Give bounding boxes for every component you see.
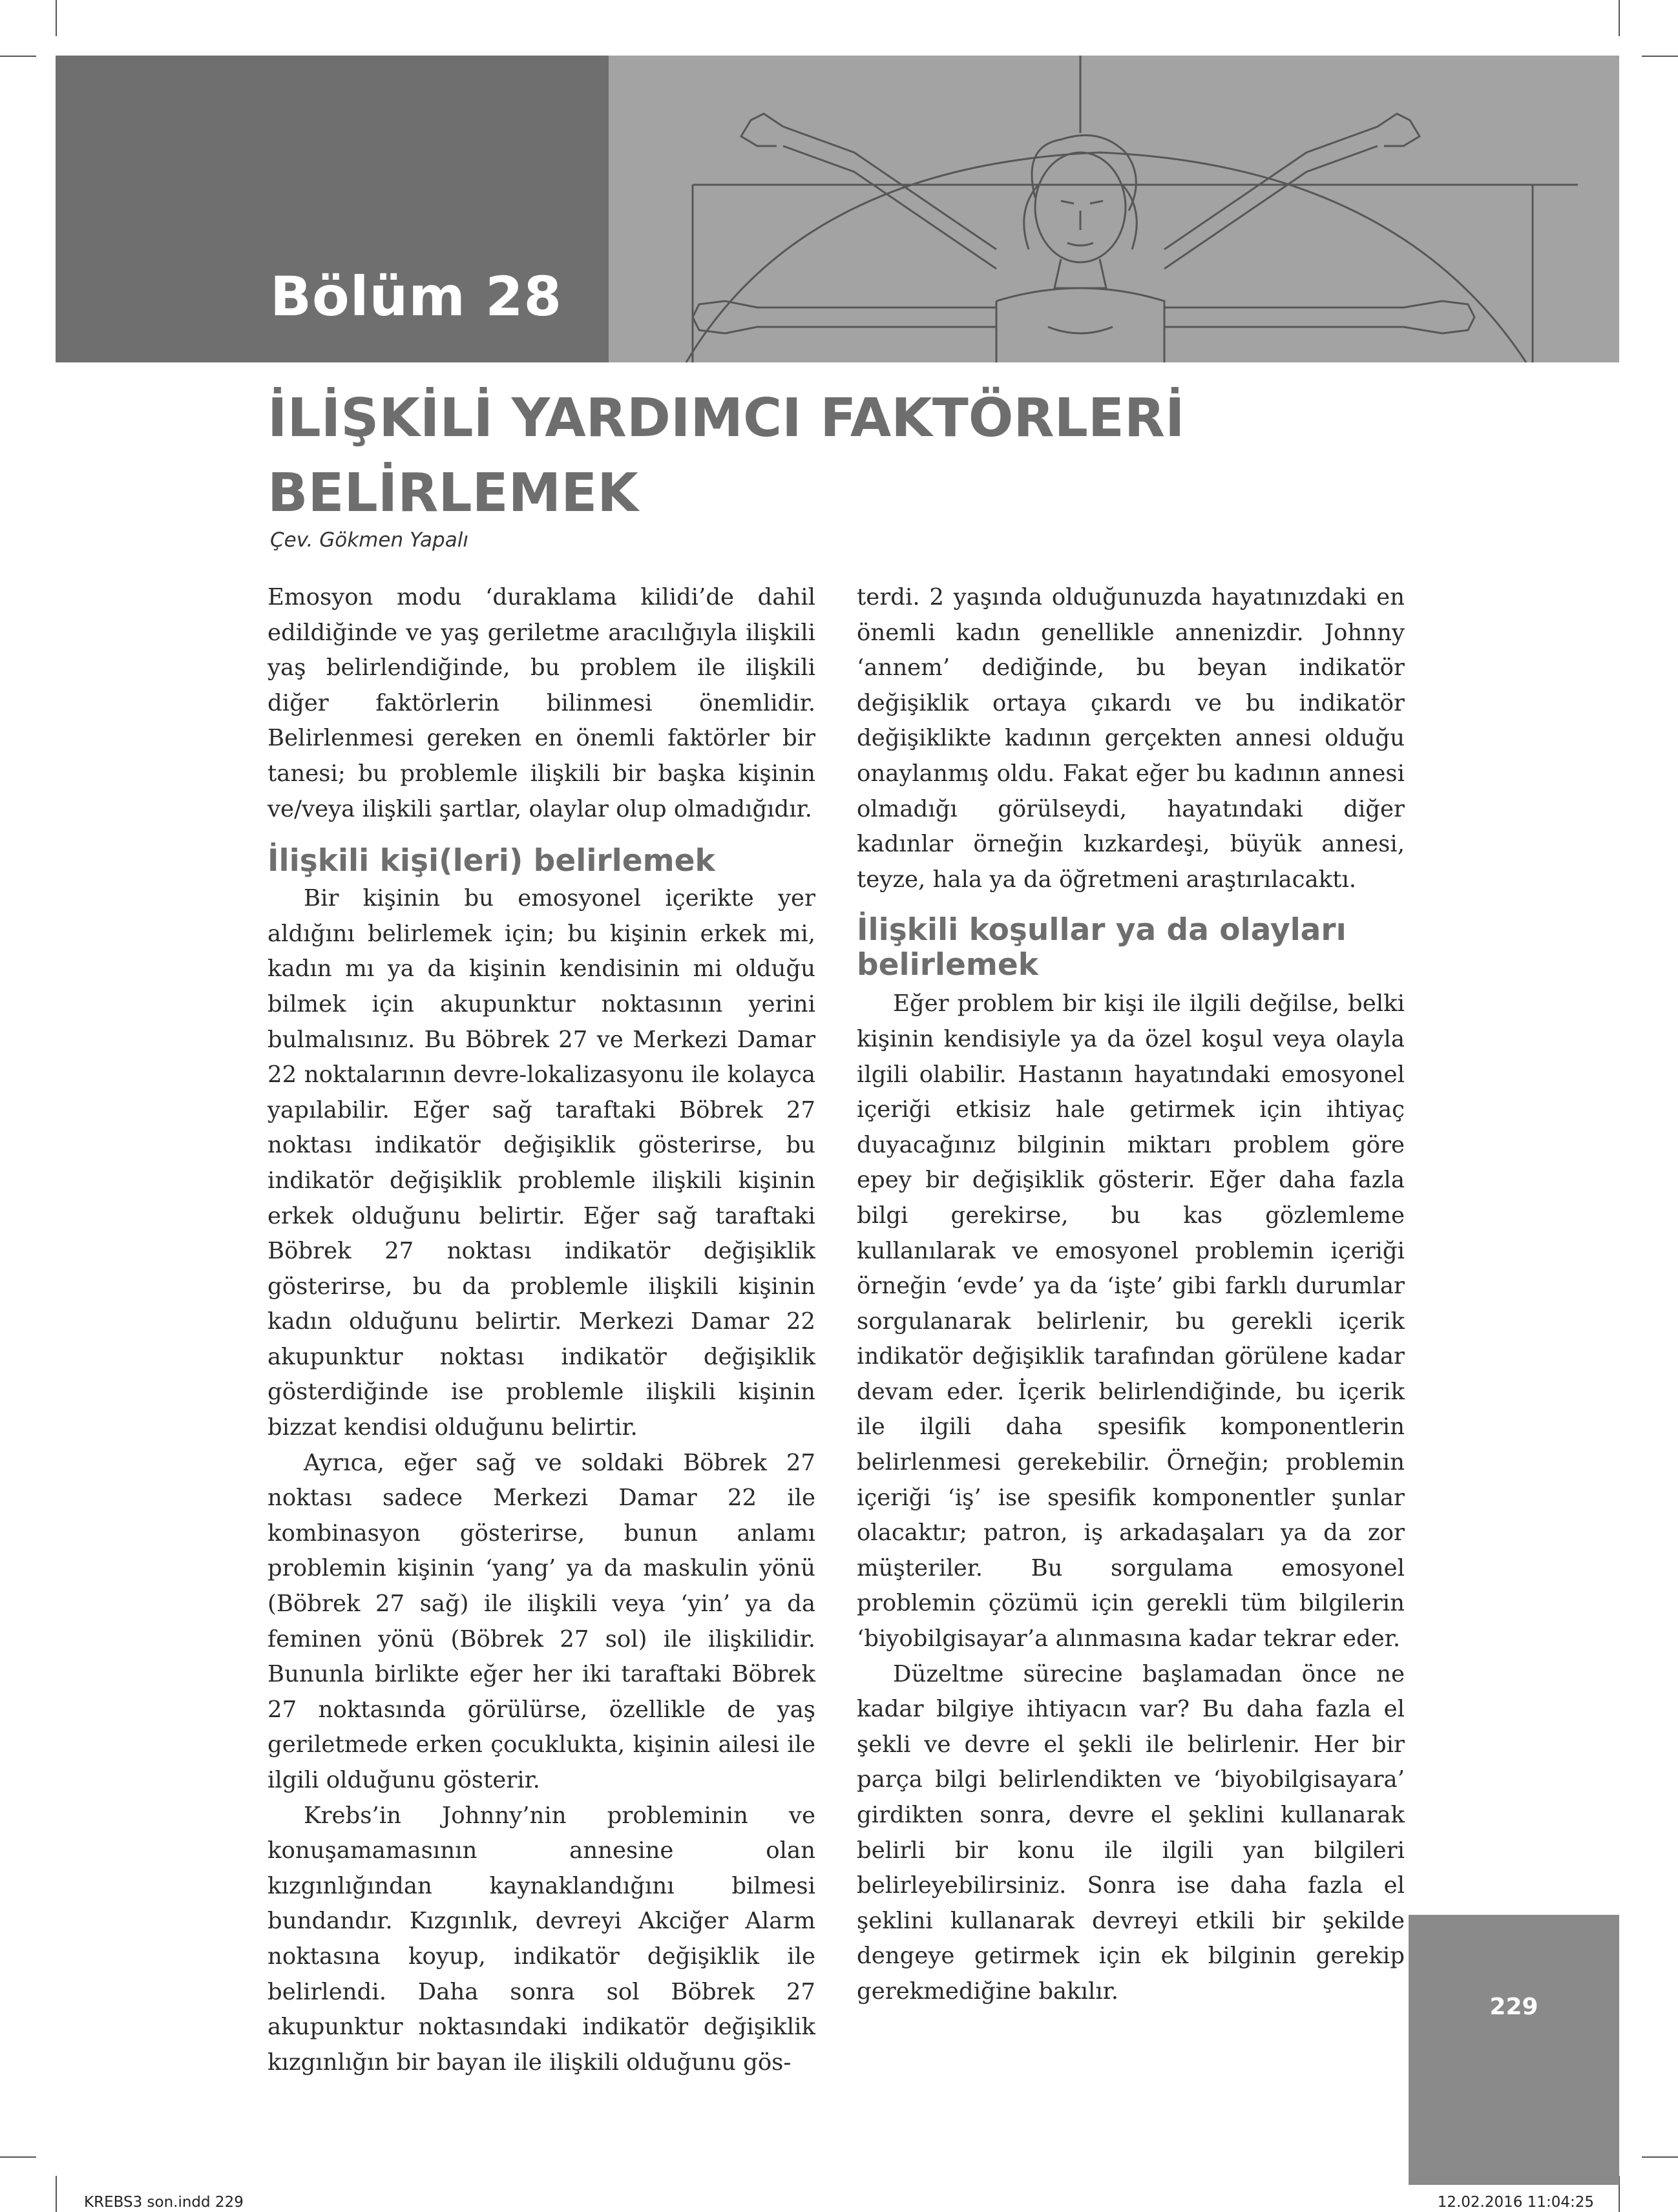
page-number-box <box>1409 1915 1619 2185</box>
body-paragraph: Düzeltme sürecine başlamadan önce ne kadar bilgiye ihtiyacın var? Bu daha fazla el şekli ve devre el şekli ile belirlenir. Her bir parça bilgi belirlendikten ve ‘biyobilgisayara’ girdikten sonra, devre el şeklini kullanarak belirli bir konu ile ilgili yan bilgileri belirleyebilirsiniz. Sonra ise daha fazla el şeklini kullanarak devreyi etkili bir şekilde dengeye getirmek için ek bilginin gerekip gerekmediğine bakılır. <box>857 1660 1405 2005</box>
section-heading-related-persons: İlişkili kişi(leri) belirlemek <box>267 843 715 879</box>
crop-mark <box>0 56 36 57</box>
left-column <box>267 580 815 2080</box>
body-paragraph: Krebs’in Johnny’nin probleminin ve konuşamamasının annesine olan kızgınlığından kaynaklandığını bilmesi bundandır. Kızgınlık, devreyi Akciğer Alarm noktasına koyup, indikatör değişiklik ile belirlendi. Daha sonra sol Böbrek 27 akupunktur noktasındaki indikatör değişiklik kızgınlığın bir bayan ile ilişkili olduğunu gös- <box>267 1802 815 2076</box>
crop-mark <box>56 0 57 36</box>
crop-mark <box>1642 2156 1678 2158</box>
title-line-1: İLİŞKİLİ YARDIMCI FAKTÖRLERİ <box>267 388 1185 449</box>
intro-paragraph: Emosyon modu ‘duraklama kilidi’de dahil edildiğinde ve yaş geriletme aracılığıyla ilişkili yaş belirlendiğinde, bu problem ile ilişkili diğer faktörlerin bilinmesi önemlidir. Belirlenmesi gereken en önemli faktörler bir tanesi; bu problemle ilişkili bir başka kişinin ve/veya ilişkili şartlar, olaylar olup olmadığıdır. <box>267 584 815 822</box>
right-column <box>857 580 1405 2010</box>
body-paragraph: Eğer problem bir kişi ile ilgili değilse, belki kişinin kendisiyle ya da özel koşul veya olayla ilgili olabilir. Hastanın hayatındaki emosyonel içeriği etkisiz hale getirmek için ihtiyaç duyacağınız bilginin miktarı problem göre epey bir değişiklik gösterir. Eğer daha fazla bilgi gerekirse, bu kas gözlemleme kullanılarak ve emosyonel problemin içeriği örneğin ‘evde’ ya da ‘işte’ gibi farklı durumlar sorgulanarak belirlenir, bu gerekli içerik indikatör değişiklik tarafından görülene kadar devam eder. İçerik belirlendiğinde, bu içerik ile ilgili daha spesifik komponentlerin belirlenmesi gerekebilir. Örneğin; problemin içeriği ‘iş’ ise spesifik komponentler şunlar olacaktır; patron, iş arkadaşaları ya da zor müşteriler. Bu sorgulama emosyonel problemin çözümü için gerekli tüm bilgilerin ‘biyobilgisayar’a alınmasına kadar tekrar eder. <box>857 990 1405 1653</box>
crop-mark <box>1642 56 1678 57</box>
vitruvian-man-illustration <box>609 56 1619 362</box>
timestamp-slug: 12.02.2016 11:04:25 <box>1437 2194 1594 2211</box>
translator-credit: Çev. Gökmen Yapalı <box>270 528 468 552</box>
section-heading-related-conditions: İlişkili koşullar ya da olayları belirlemek <box>857 912 1347 983</box>
title-line-2: BELİRLEMEK <box>267 463 638 524</box>
page-title <box>267 381 1560 531</box>
body-paragraph: Bir kişinin bu emosyonel içerikte yer aldığını belirlemek için; bu kişinin erkek mi, kadın mı ya da kişinin kendisinin mi olduğu bilmek için akupunktur noktasının yerini bulmalısınız. Bu Böbrek 27 ve Merkezi Damar 22 noktalarının devre-lokalizasyonu ile kolayca yapılabilir. Eğer sağ taraftaki Böbrek 27 noktası indikatör değişiklik gösterirse, bu indikatör değişiklik problemle ilişkili kişinin erkek olduğunu belirtir. Eğer sağ taraftaki Böbrek 27 noktası indikatör değişiklik gösterirse, bu da problemle ilişkili kişinin kadın olduğunu belirtir. Merkezi Damar 22 akupunktur noktası indikatör değişiklik gösterdiğinde ise problemle ilişkili kişinin bizzat kendisi olduğunu belirtir. <box>267 885 815 1441</box>
crop-mark <box>56 2176 57 2212</box>
crop-mark <box>1619 0 1620 36</box>
body-paragraph: terdi. 2 yaşında olduğunuzda hayatınızdaki en önemli kadın genellikle annenizdir. Johnny ‘annem’ dediğinde, bu beyan indikatör değişiklik ortaya çıkardı ve bu indikatör değişiklikte kadının gerçekten annesi olduğu onaylanmış oldu. Fakat eğer bu kadının annesi olmadığı görülseydi, hayatındaki diğer kadınlar örneğin kızkardeşi, büyük annesi, teyze, hala ya da öğretmeni araştırılacaktı. <box>857 584 1405 893</box>
page-number: 229 <box>1489 1994 1538 2020</box>
vitruvian-man-drawing <box>609 56 1619 362</box>
crop-mark <box>0 2156 36 2158</box>
chapter-label: Bölüm 28 <box>270 265 562 328</box>
file-slug: KREBS3 son.indd 229 <box>84 2194 244 2211</box>
body-paragraph: Ayrıca, eğer sağ ve soldaki Böbrek 27 noktası sadece Merkezi Damar 22 ile kombinasyon gösterirse, bunun anlamı problemin kişinin ‘yang’ ya da maskulin yönü (Böbrek 27 sağ) ile ilişkili veya ‘yin’ ya da feminen yönü (Böbrek 27 sol) ile ilişkilidir. Bununla birlikte eğer her iki taraftaki Böbrek 27 noktasında görülürse, özellikle de yaş geriletmede erken çocuklukta, kişinin ailesi ile ilgili olduğunu gösterir. <box>267 1449 815 1793</box>
